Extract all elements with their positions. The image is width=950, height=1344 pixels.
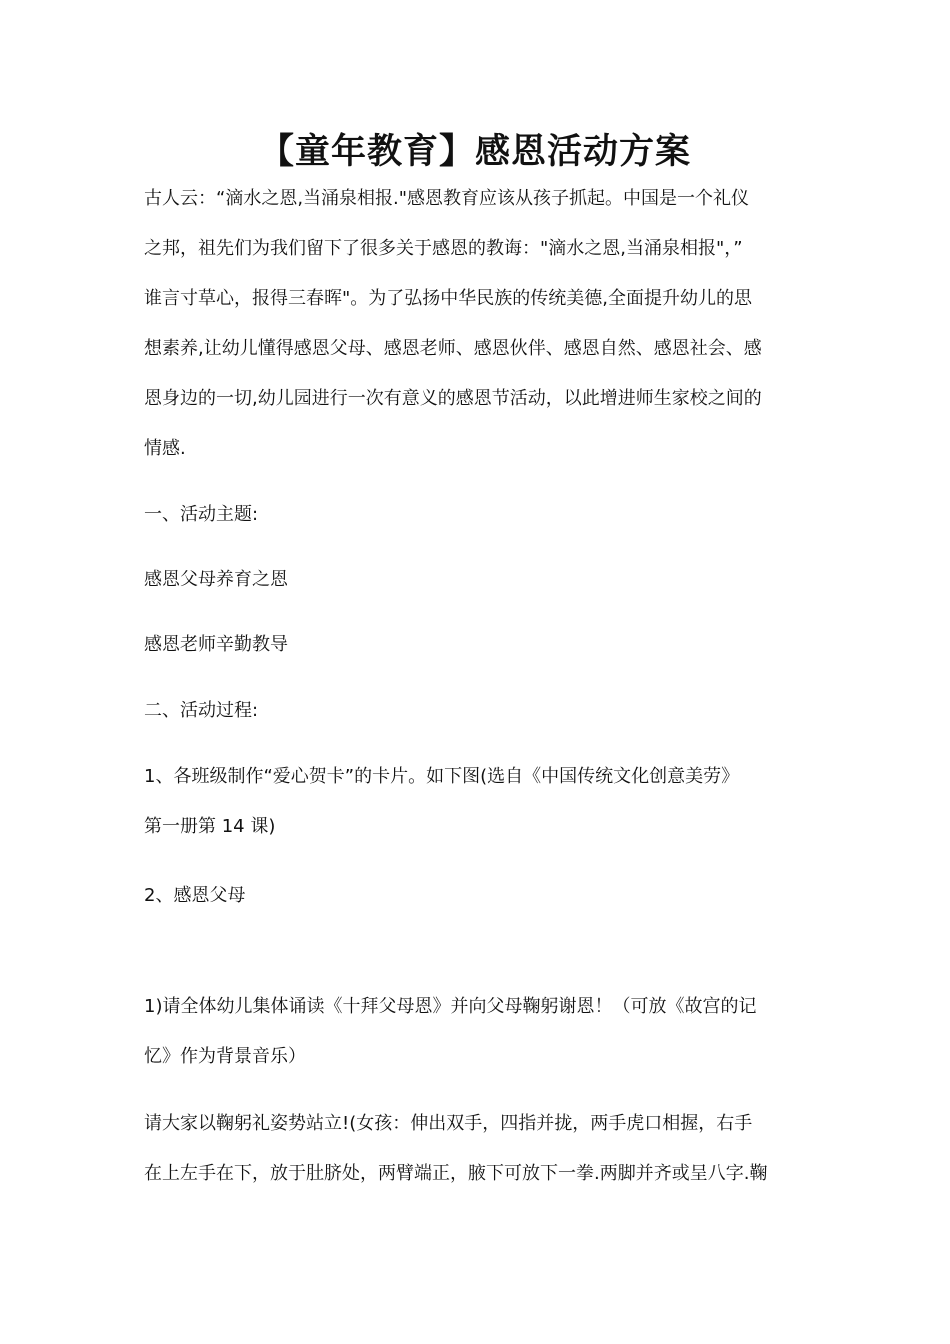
step-2-heading: 2、感恩父母 xyxy=(144,885,246,906)
step-line: 1、各班级制作“爱心贺卡”的卡片。如下图(选自《中国传统文化创意美劳》 xyxy=(144,766,740,787)
step-line: 忆》作为背景音乐） xyxy=(144,1046,306,1067)
intro-line: 谁言寸草心，报得三春晖"。为了弘扬中华民族的传统美德,全面提升幼儿的思 xyxy=(144,288,752,309)
step-line: 1)请全体幼儿集体诵读《十拜父母恩》并向父母鞠躬谢恩！（可放《故宫的记 xyxy=(144,996,757,1017)
theme-item: 感恩父母养育之恩 xyxy=(144,569,288,590)
step-line: 第一册第 14 课) xyxy=(144,816,276,837)
theme-item: 感恩老师辛勤教导 xyxy=(144,634,288,655)
intro-line: 情感. xyxy=(144,438,186,459)
intro-line: 恩身边的一切,幼儿园进行一次有意义的感恩节活动，以此增进师生家校之间的 xyxy=(144,388,762,409)
instruction-paragraph xyxy=(144,1099,814,1199)
instruction-line: 在上左手在下，放于肚脐处，两臂端正，腋下可放下一拳.两脚并齐或呈八字.鞠 xyxy=(144,1163,768,1184)
intro-paragraph xyxy=(144,174,814,474)
intro-line: 想素养,让幼儿懂得感恩父母、感恩老师、感恩伙伴、感恩自然、感恩社会、感 xyxy=(144,338,762,359)
step-1-paragraph xyxy=(144,752,814,852)
section-heading-theme: 一、活动主题: xyxy=(144,504,259,525)
instruction-line: 请大家以鞠躬礼姿势站立!(女孩：伸出双手，四指并拢，两手虎口相握，右手 xyxy=(144,1113,753,1134)
step-2a-paragraph xyxy=(144,982,814,1082)
intro-line: 之邦，祖先们为我们留下了很多关于感恩的教诲："滴水之恩,当涌泉相报"，” xyxy=(144,238,743,259)
intro-line: 古人云：“滴水之恩,当涌泉相报."感恩教育应该从孩子抓起。中国是一个礼仪 xyxy=(144,188,750,209)
section-heading-process: 二、活动过程: xyxy=(144,700,259,721)
document-title: 【童年教育】感恩活动方案 xyxy=(258,132,691,172)
